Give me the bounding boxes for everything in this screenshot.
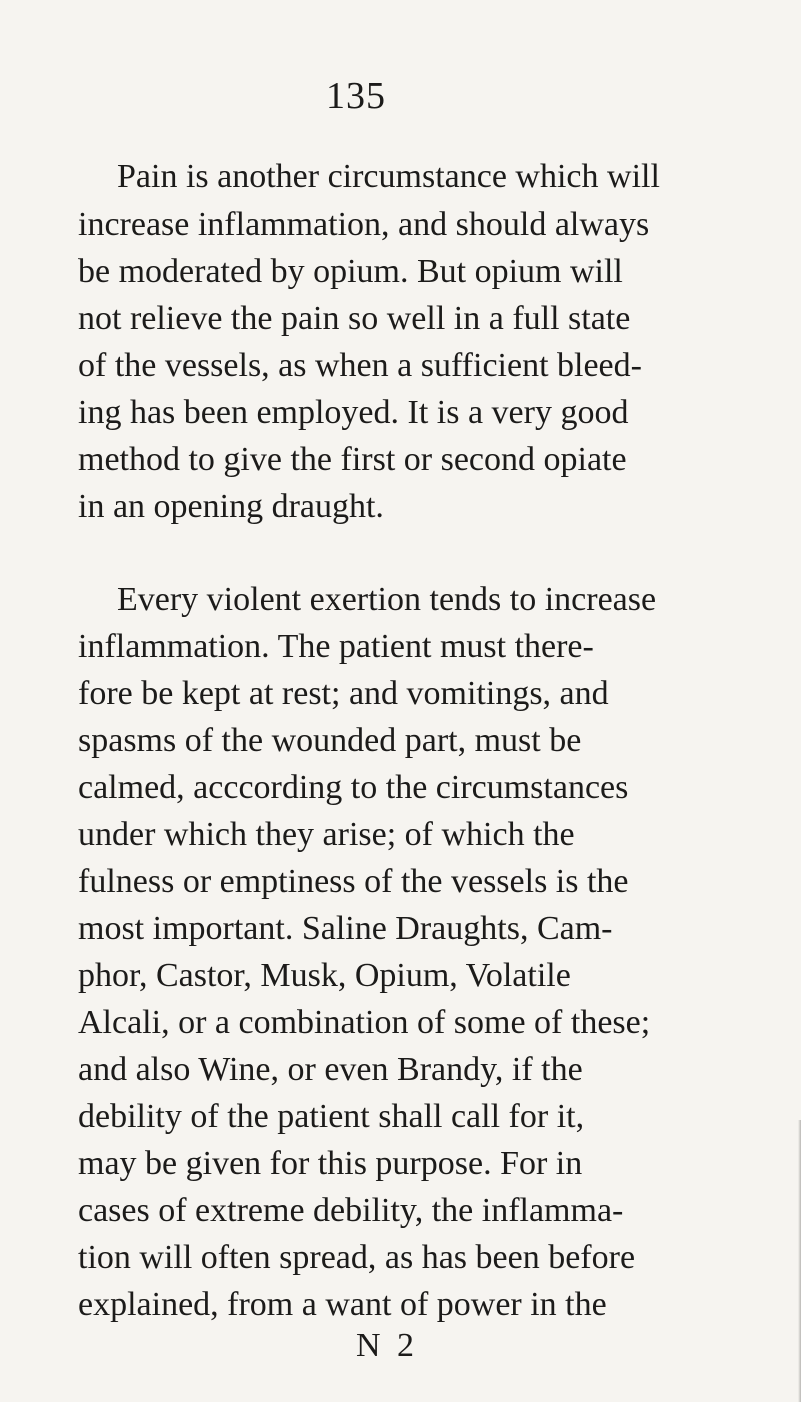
text-line: method to give the first or second opiate	[78, 441, 627, 478]
page-number: 135	[326, 75, 386, 117]
text-line: cases of extreme debility, the inflamma-	[78, 1192, 624, 1229]
text-line: Alcali, or a combination of some of these;	[78, 1004, 651, 1041]
text-line: fore be kept at rest; and vomitings, and	[78, 675, 609, 712]
text-line: not relieve the pain so well in a full state	[78, 300, 631, 337]
text-line: may be given for this purpose. For in	[78, 1145, 583, 1182]
text-line: be moderated by opium. But opium will	[78, 253, 623, 290]
text-line: and also Wine, or even Brandy, if the	[78, 1051, 583, 1088]
text-line: ing has been employed. It is a very good	[78, 394, 629, 431]
text-line: increase inflammation, and should always	[78, 206, 650, 243]
text-line: under which they arise; of which the	[78, 816, 575, 853]
signature-mark: N 2	[356, 1327, 419, 1364]
text-line: fulness or emptiness of the vessels is the	[78, 863, 629, 900]
text-line: Every violent exertion tends to increase	[117, 581, 657, 618]
text-line: Pain is another circumstance which will	[117, 158, 660, 195]
text-line: phor, Castor, Musk, Opium, Volatile	[78, 957, 571, 994]
text-line: in an opening draught.	[78, 488, 384, 525]
text-line: most important. Saline Draughts, Cam-	[78, 910, 613, 947]
text-line: tion will often spread, as has been before	[78, 1239, 636, 1276]
text-line: explained, from a want of power in the	[78, 1286, 607, 1323]
text-line: debility of the patient shall call for it,	[78, 1098, 585, 1135]
text-line: of the vessels, as when a sufficient bleed-	[78, 347, 642, 384]
text-line: inflammation. The patient must there-	[78, 628, 594, 665]
text-line: spasms of the wounded part, must be	[78, 722, 582, 759]
text-line: calmed, acccording to the circumstances	[78, 769, 629, 806]
